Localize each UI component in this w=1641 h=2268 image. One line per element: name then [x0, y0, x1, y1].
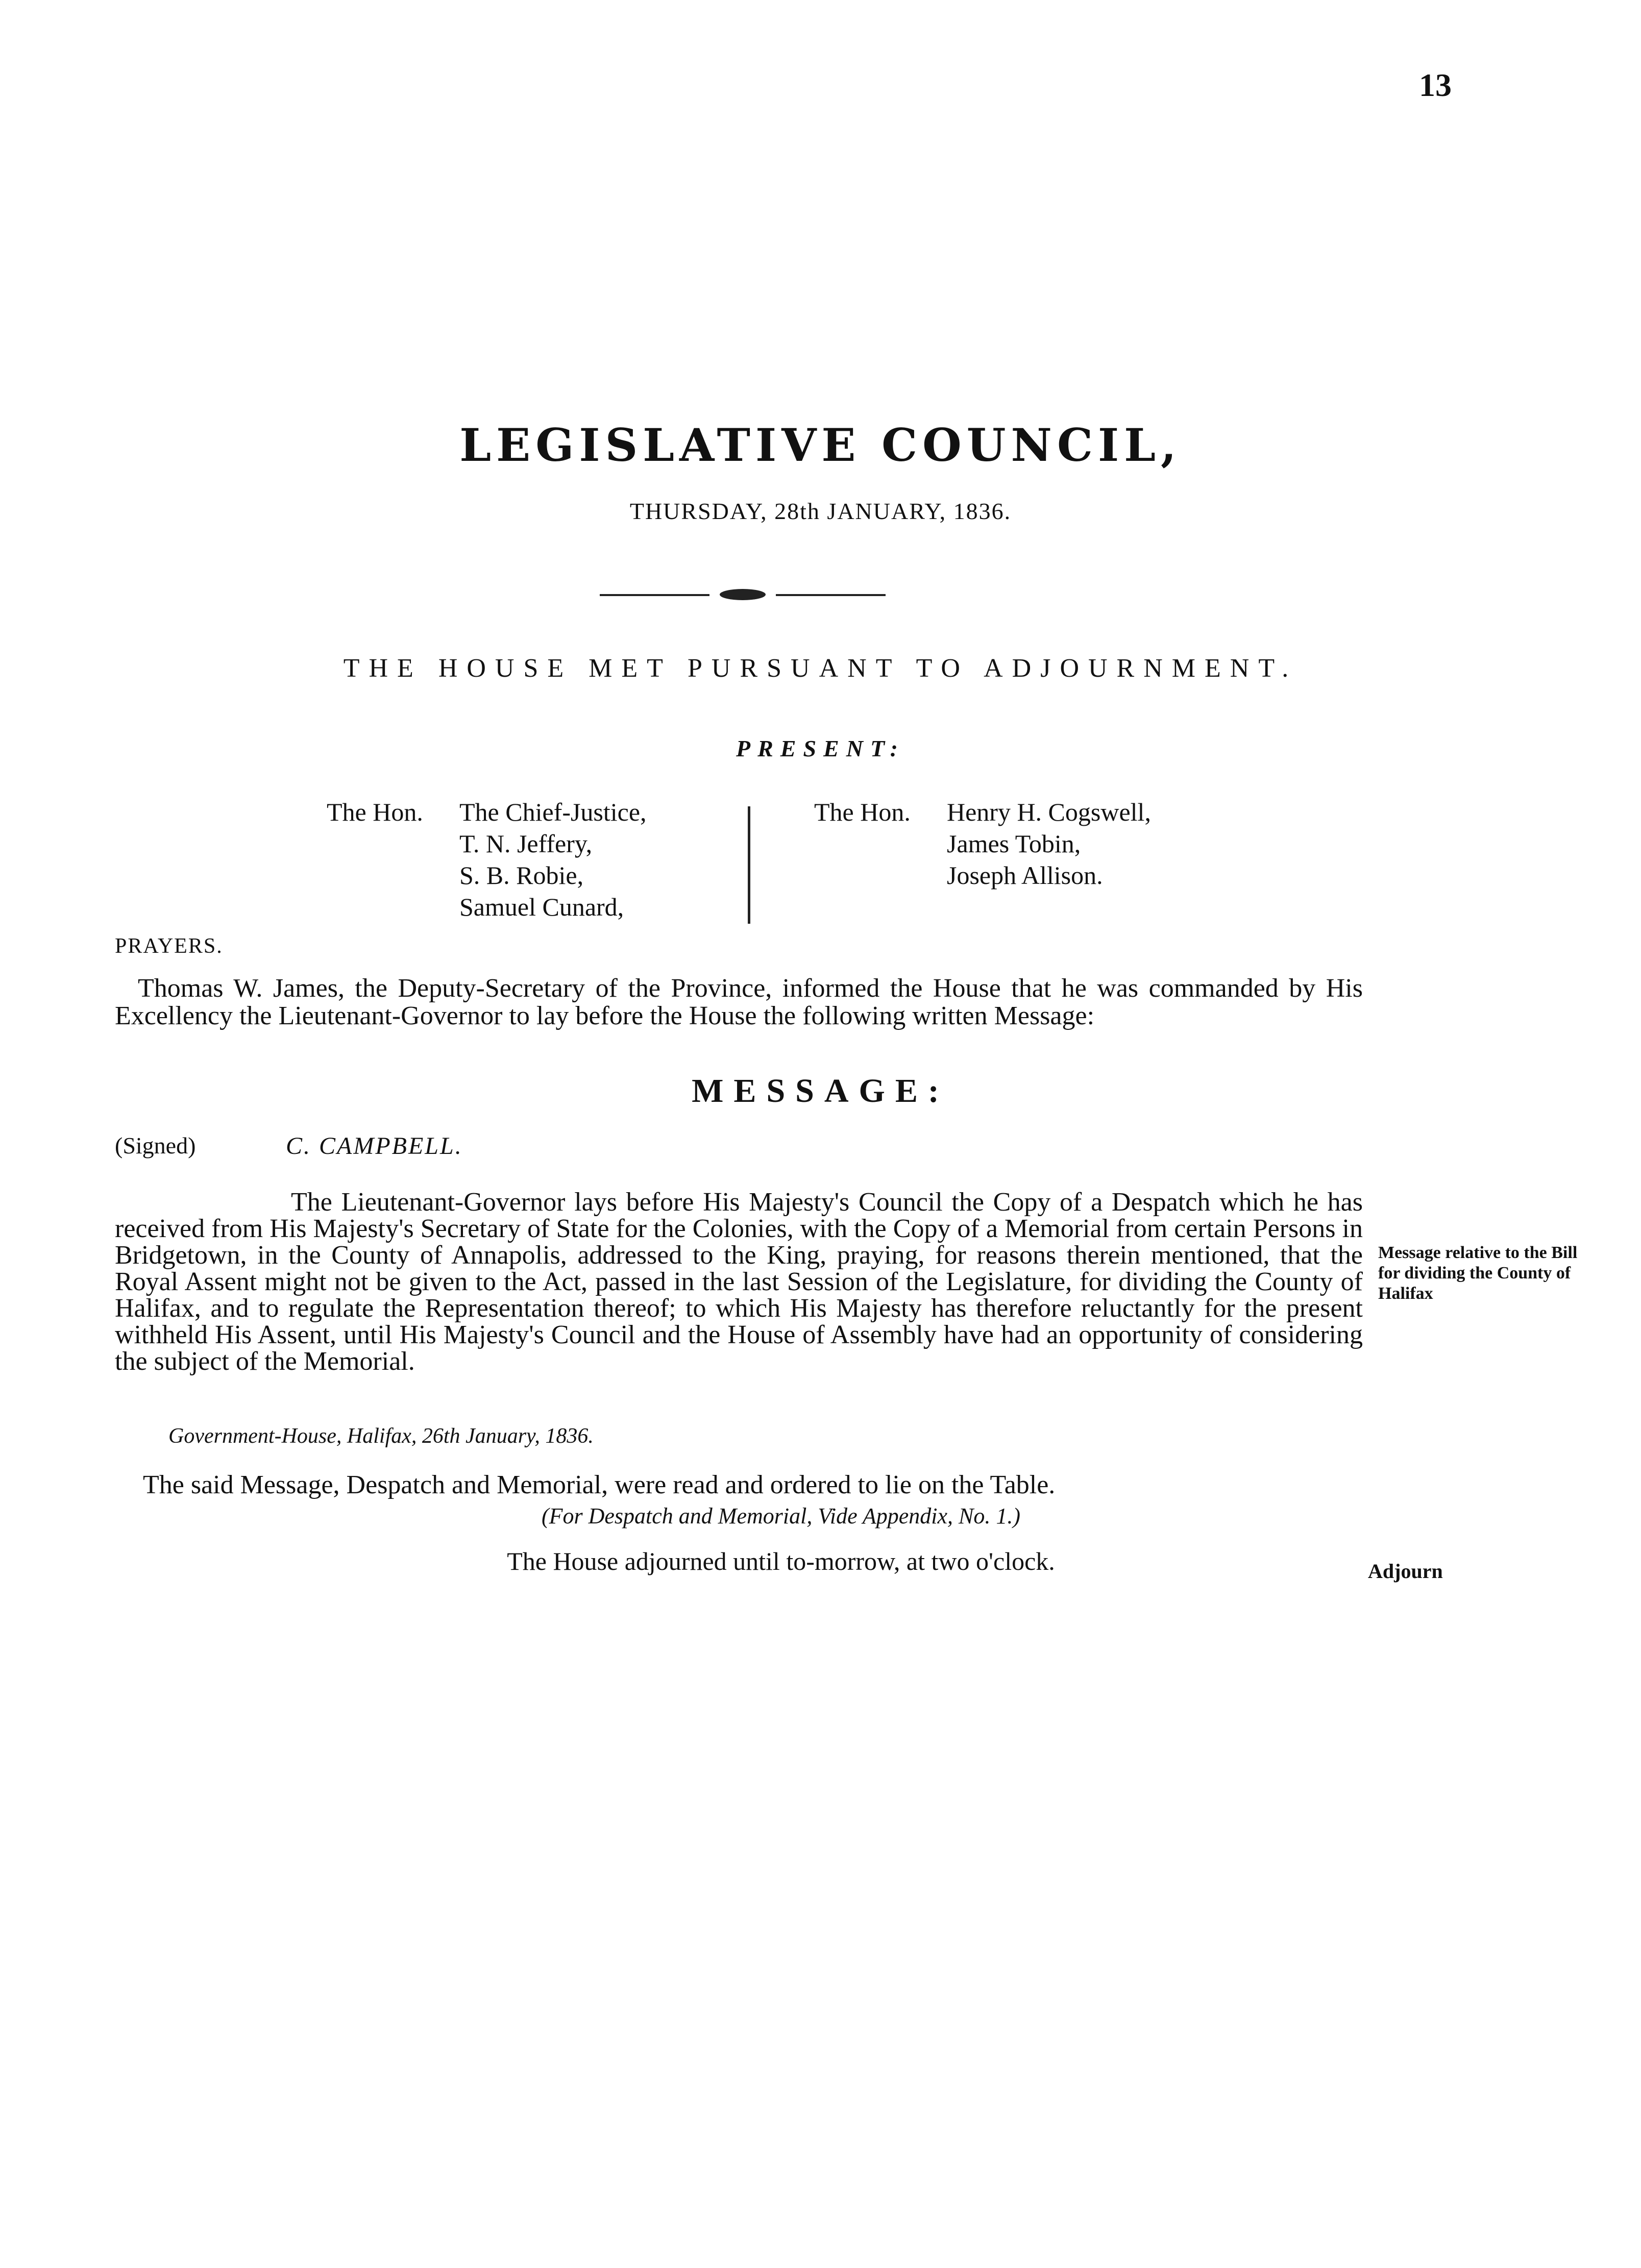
- page-number: 13: [1419, 67, 1452, 103]
- member-name: Joseph Allison.: [947, 861, 1103, 890]
- ornament-center: [720, 589, 766, 600]
- page-title: LEGISLATIVE COUNCIL,: [459, 418, 1182, 472]
- read-paragraph: The said Message, Despatch and Memorial, were read and ordered to lie on the Table.: [143, 1470, 1056, 1499]
- member-name: S. B. Robie,: [459, 861, 584, 890]
- member-name: James Tobin,: [947, 829, 1081, 858]
- members-divider: [748, 806, 750, 924]
- member-name: T. N. Jeffery,: [459, 829, 593, 858]
- message-text: The Lieutenant-Governor lays before His Majesty's Council the Copy of a Despatch which he has received from His Majesty's Secretary of State for the Colonies, with the Copy of a Memorial from certain Persons in Bridgetown, in the County of Annapolis, addressed to the King, praying, for reasons therein mentioned, that the Royal Assent might not be given to the Act, passed in the last Session of the Legislature, for dividing the County of Halifax, and to regulate the Representation thereof; to which His Majesty has therefore reluctantly for the present withheld His Assent, until His Majesty's Council and the House of Assembly have had an opportunity of considering the subject of the Memorial.: [115, 1188, 1363, 1376]
- members-left-prefix: The Hon.: [327, 798, 423, 826]
- session-date: THURSDAY, 28th JANUARY, 1836.: [629, 498, 1012, 524]
- members-left-list: [459, 796, 647, 923]
- prayers-label: PRAYERS.: [115, 934, 223, 958]
- member-name: Henry H. Cogswell,: [947, 798, 1151, 826]
- members-right-prefix: The Hon.: [814, 798, 911, 826]
- signed-label: (Signed): [115, 1132, 196, 1158]
- margin-note: Message relative to the Bill for dividing the County of Halifax: [1378, 1243, 1578, 1303]
- signer-name: C. CAMPBELL.: [286, 1132, 463, 1160]
- appendix-note: (For Despatch and Memorial, Vide Appendix, No. 1.): [541, 1503, 1021, 1529]
- message-dateline: Government-House, Halifax, 26th January, 1836.: [168, 1424, 594, 1448]
- ornament-line-right: [776, 594, 886, 596]
- member-name: Samuel Cunard,: [459, 893, 624, 921]
- ornament-line-left: [600, 594, 709, 596]
- message-heading: MESSAGE:: [692, 1072, 949, 1110]
- margin-adjourn-note: Adjourn: [1368, 1560, 1443, 1583]
- adjourned-text: The House adjourned until to-morrow, at two o'clock.: [507, 1547, 1055, 1575]
- members-right-list: [947, 796, 1151, 891]
- intro-paragraph: Thomas W. James, the Deputy-Secretary of the Province, informed the House that he was commanded by His Excellency the Lieutenant-Governor to lay before the House the following written Message:: [115, 974, 1363, 1030]
- met-heading: THE HOUSE MET PURSUANT TO ADJOURNMENT.: [343, 654, 1298, 683]
- ornament-divider: [600, 587, 886, 602]
- present-heading: PRESENT:: [736, 735, 905, 761]
- member-name: The Chief-Justice,: [459, 798, 647, 826]
